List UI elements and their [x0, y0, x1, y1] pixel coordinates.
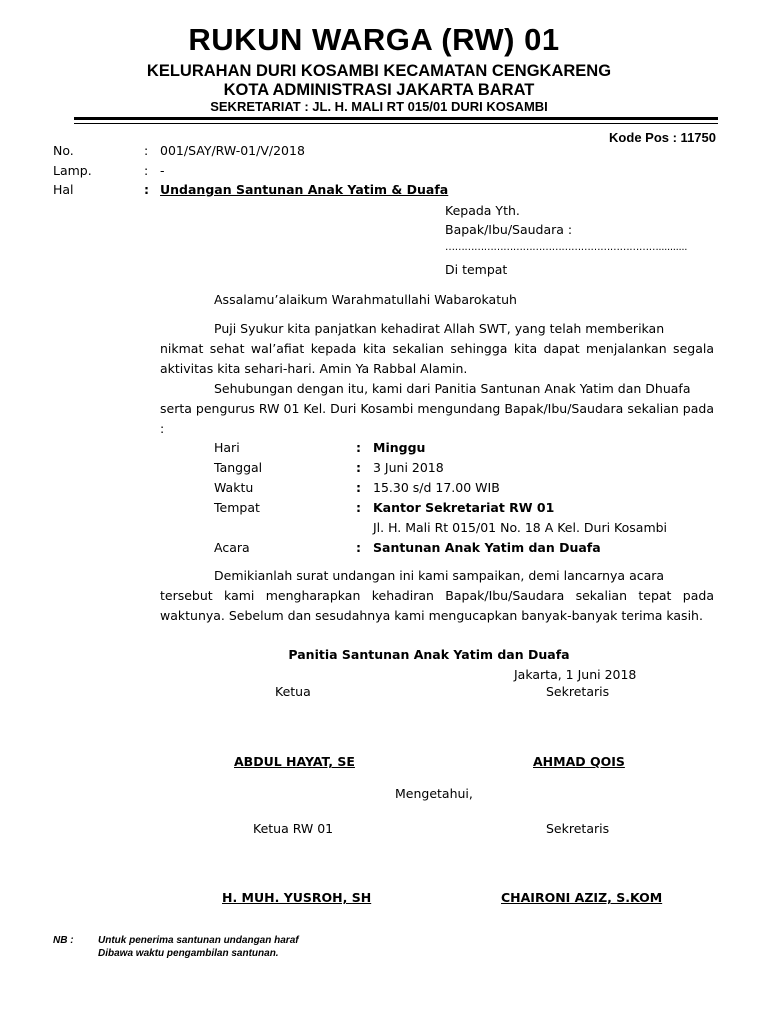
letterhead-line-1: KELURAHAN DURI KOSAMBI KECAMATAN CENGKARENG — [146, 62, 612, 80]
ketua-rw-name: H. MUH. YUSROH, SH — [222, 890, 372, 905]
hal-value: Undangan Santunan Anak Yatim & Duafa — [160, 182, 449, 197]
tanggal-value: 3 Juni 2018 — [373, 460, 444, 475]
acknowledged-label: Mengetahui, — [395, 786, 473, 801]
recipient-line-4: Di tempat — [445, 262, 508, 277]
ketua-title: Ketua — [275, 684, 311, 699]
hal-colon: : — [144, 182, 149, 197]
ketua-name: ABDUL HAYAT, SE — [234, 754, 355, 769]
no-value: 001/SAY/RW-01/V/2018 — [160, 143, 305, 158]
note-label: NB : — [53, 935, 74, 946]
lamp-colon: : — [144, 163, 149, 178]
place-date: Jakarta, 1 Juni 2018 — [514, 667, 637, 682]
paragraph-3-first-line: Demikianlah surat undangan ini kami sampaikan, demi lancarnya acara — [214, 568, 665, 583]
hari-colon: : — [356, 440, 361, 455]
recipient-line-2: Bapak/Ibu/Saudara : — [445, 222, 573, 237]
postal-code: Kode Pos : 11750 — [609, 130, 716, 145]
letterhead-rule-thin — [74, 123, 718, 124]
recipient-blank-line: ………………………………………………………….......... — [445, 242, 688, 253]
tempat-colon: : — [356, 500, 361, 515]
tanggal-colon: : — [356, 460, 361, 475]
lamp-label: Lamp. — [53, 163, 92, 178]
waktu-colon: : — [356, 480, 361, 495]
lamp-value: - — [160, 163, 165, 178]
hari-value: Minggu — [373, 440, 426, 455]
sekretaris-rw-title: Sekretaris — [546, 821, 610, 836]
waktu-label: Waktu — [214, 480, 254, 495]
paragraph-3 — [160, 566, 714, 626]
paragraph-1-rest: nikmat sehat wal’afiat kepada kita sekalian sehingga kita dapat menjalankan segala aktivitas kita sehari-hari. Amin Ya Rabbal Alamin. — [160, 341, 714, 376]
sekretaris-name: AHMAD QOIS — [533, 754, 625, 769]
paragraph-2-rest: serta pengurus RW 01 Kel. Duri Kosambi mengundang Bapak/Ibu/Saudara sekalian pada : — [160, 401, 714, 436]
letterhead-rule-thick — [74, 117, 718, 120]
recipient-line-1: Kepada Yth. — [445, 203, 520, 218]
tanggal-label: Tanggal — [214, 460, 263, 475]
tempat-address: Jl. H. Mali Rt 015/01 No. 18 A Kel. Duri Kosambi — [373, 520, 668, 535]
letterhead-title: RUKUN WARGA (RW) 01 — [188, 22, 560, 57]
paragraph-2-first-line: Sehubungan dengan itu, kami dari Panitia Santunan Anak Yatim dan Dhuafa — [214, 381, 691, 396]
acara-label: Acara — [214, 540, 250, 555]
tempat-value: Kantor Sekretariat RW 01 — [373, 500, 555, 515]
note-line-1: Untuk penerima santunan undangan haraf — [98, 935, 299, 946]
paragraph-2 — [160, 379, 714, 439]
paragraph-3-rest: tersebut kami mengharapkan kehadiran Bapak/Ibu/Saudara sekalian tepat pada waktunya. Sebelum dan sesudahnya kami mengucapkan banyak-banyak terima kasih. — [160, 588, 714, 623]
paragraph-1-first-line: Puji Syukur kita panjatkan kehadirat Allah SWT, yang telah memberikan — [214, 321, 665, 336]
no-colon: : — [144, 143, 149, 158]
hari-label: Hari — [214, 440, 240, 455]
sekretaris-rw-name: CHAIRONI AZIZ, S.KOM — [501, 890, 663, 905]
acara-value: Santunan Anak Yatim dan Duafa — [373, 540, 601, 555]
letterhead-line-2: KOTA ADMINISTRASI JAKARTA BARAT — [223, 81, 535, 99]
paragraph-1 — [160, 319, 714, 379]
sekretaris-title: Sekretaris — [546, 684, 610, 699]
tempat-label: Tempat — [214, 500, 260, 515]
ketua-rw-title: Ketua RW 01 — [253, 821, 334, 836]
acara-colon: : — [356, 540, 361, 555]
committee-name: Panitia Santunan Anak Yatim dan Duafa — [288, 647, 570, 662]
greeting: Assalamu’alaikum Warahmatullahi Wabarokatuh — [214, 292, 517, 307]
waktu-value: 15.30 s/d 17.00 WIB — [373, 480, 500, 495]
no-label: No. — [53, 143, 74, 158]
note-line-2: Dibawa waktu pengambilan santunan. — [98, 948, 279, 959]
hal-label: Hal — [53, 182, 74, 197]
letterhead-address: SEKRETARIAT : JL. H. MALI RT 015/01 DURI KOSAMBI — [210, 99, 548, 114]
